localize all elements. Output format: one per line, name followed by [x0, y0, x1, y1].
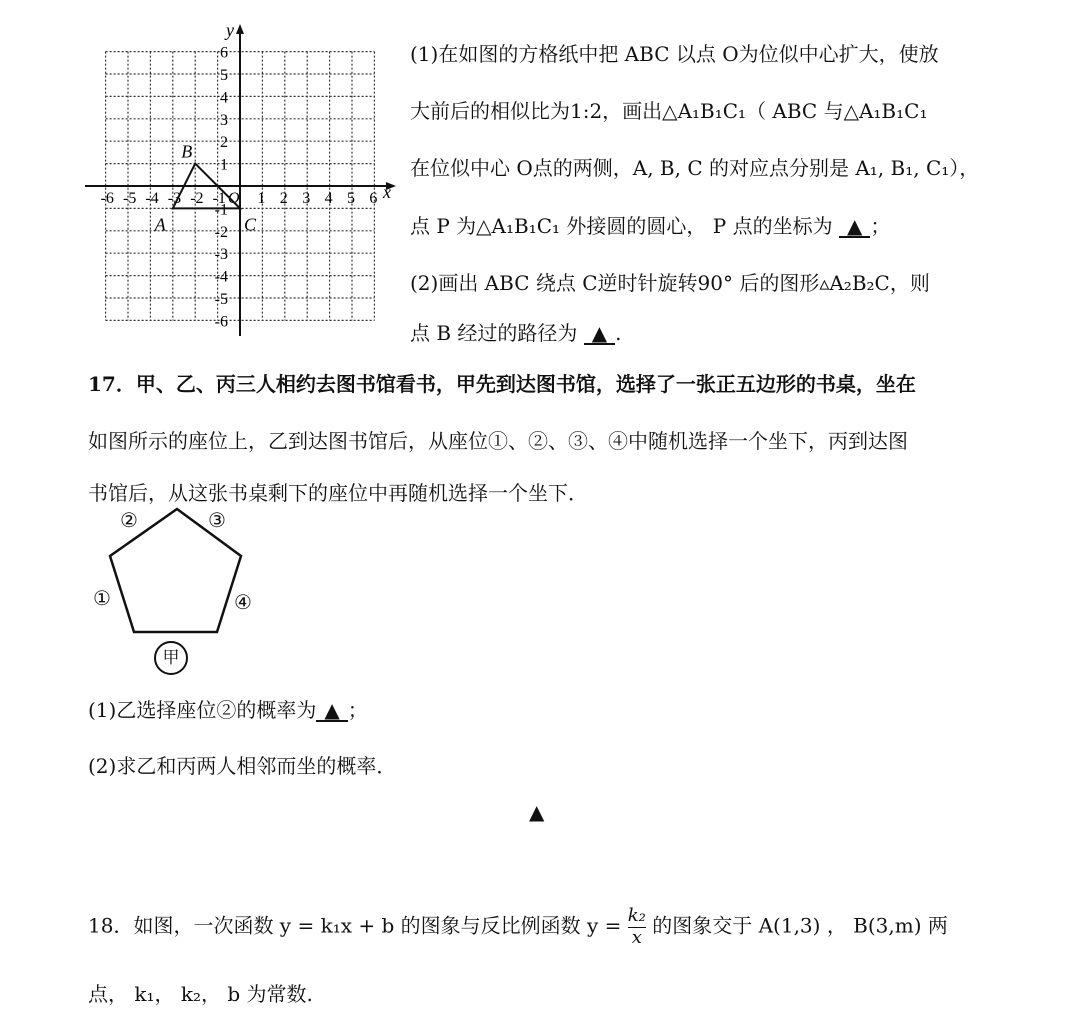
- q17-part-1: [88, 694, 368, 723]
- pentagon-desk: [0, 0, 280, 690]
- q16-line-1: (1)在如图的方格纸中把 ABC 以点 O为位似中心扩大，使放: [410, 42, 939, 66]
- y-tick-label: -6: [214, 313, 228, 331]
- x-tick-label: 3: [302, 190, 311, 207]
- q18-text: 的图象交于 A(1,3) ， B(3,m) 两: [652, 913, 948, 938]
- q17-line-1: 17．甲、乙、丙三人相约去图书馆看书，甲先到达图书馆，选择了一张正五边形的书桌，坐在: [88, 372, 916, 396]
- q16-text: 点 B 经过的路径为: [410, 321, 578, 345]
- q17-part-2: (2)求乙和丙两人相邻而坐的概率．: [88, 754, 397, 778]
- y-axis-label: y: [226, 20, 234, 40]
- x-tick-label: 1: [257, 190, 266, 207]
- q17-text: (1)乙选择座位②的概率为: [88, 698, 317, 722]
- x-tick-label: -1: [212, 190, 226, 207]
- fraction-denominator: x: [631, 926, 642, 948]
- y-tick-label: -5: [214, 291, 228, 308]
- y-tick-label: 3: [220, 111, 228, 129]
- q16-line-4: [410, 210, 890, 239]
- vertex-label-C: C: [244, 214, 257, 235]
- answer-blank: ▲: [584, 323, 615, 345]
- origin-label: O: [228, 190, 240, 207]
- x-tick-label: -2: [190, 190, 204, 207]
- y-tick-label: 6: [220, 44, 228, 62]
- answer-marker: ▲: [529, 800, 545, 824]
- y-tick-label: -4: [214, 268, 228, 286]
- q16-line-6: [410, 317, 622, 346]
- fraction-numerator: k₂: [627, 905, 646, 926]
- y-tick-label: 2: [220, 134, 228, 152]
- y-tick-label: 5: [220, 67, 228, 84]
- seat-4: ④: [234, 590, 252, 614]
- answer-blank: ▲: [839, 216, 870, 238]
- x-axis-label: x: [383, 182, 391, 202]
- punct: .: [615, 321, 622, 345]
- x-tick-label: 2: [279, 190, 288, 207]
- q16-line-5: (2)画出 ABC 绕点 C逆时针旋转90° 后的图形▵A₂B₂C，则: [410, 271, 930, 295]
- x-tick-label: -5: [123, 190, 137, 207]
- q16-line-3: 在位似中心 O点的两侧，A, B, C 的对应点分别是 A₁, B₁, C₁），: [410, 156, 980, 180]
- vertex-label-A: A: [154, 214, 166, 235]
- q17-line-3: 书馆后，从这张书桌剩下的座位中再随机选择一个坐下．: [88, 481, 588, 505]
- answer-blank: ▲: [316, 700, 347, 722]
- seat-1: ①: [93, 586, 111, 610]
- y-tick-label: 4: [220, 89, 228, 107]
- x-tick-label: 6: [369, 190, 378, 207]
- x-tick-label: 4: [324, 190, 333, 207]
- q18-line-2: 点， k₁， k₂， b 为常数.: [88, 982, 313, 1006]
- x-tick-label: -6: [100, 190, 114, 207]
- y-tick-label: -3: [214, 246, 228, 264]
- fraction: [628, 906, 646, 948]
- q18-text: 18．如图，一次函数 y = k₁x + b 的图象与反比例函数 y =: [88, 913, 622, 938]
- y-tick-label: -2: [214, 223, 228, 241]
- y-tick-label: 1: [220, 156, 228, 174]
- q16-text: 点 P 为△A₁B₁C₁ 外接圆的圆心， P 点的坐标为: [410, 214, 833, 238]
- q16-line-2: 大前后的相似比为1:2，画出△A₁B₁C₁（ ABC 与△A₁B₁C₁: [410, 99, 928, 123]
- seat-2: ②: [120, 508, 138, 532]
- x-tick-label: -4: [145, 190, 159, 207]
- vertex-label-B: B: [181, 141, 193, 162]
- seat-jia: 甲: [154, 641, 188, 675]
- punct: ；: [870, 214, 891, 238]
- q17-line-2: 如图所示的座位上，乙到达图书馆后，从座位①、②、③、④中随机选择一个坐下，丙到达图: [88, 429, 908, 453]
- y-tick-label: -1: [214, 201, 228, 219]
- seat-3: ③: [208, 508, 226, 532]
- x-tick-label: -3: [167, 190, 182, 207]
- x-tick-label: 5: [347, 190, 355, 207]
- punct: ；: [347, 698, 368, 722]
- q18-line-1: [88, 906, 948, 948]
